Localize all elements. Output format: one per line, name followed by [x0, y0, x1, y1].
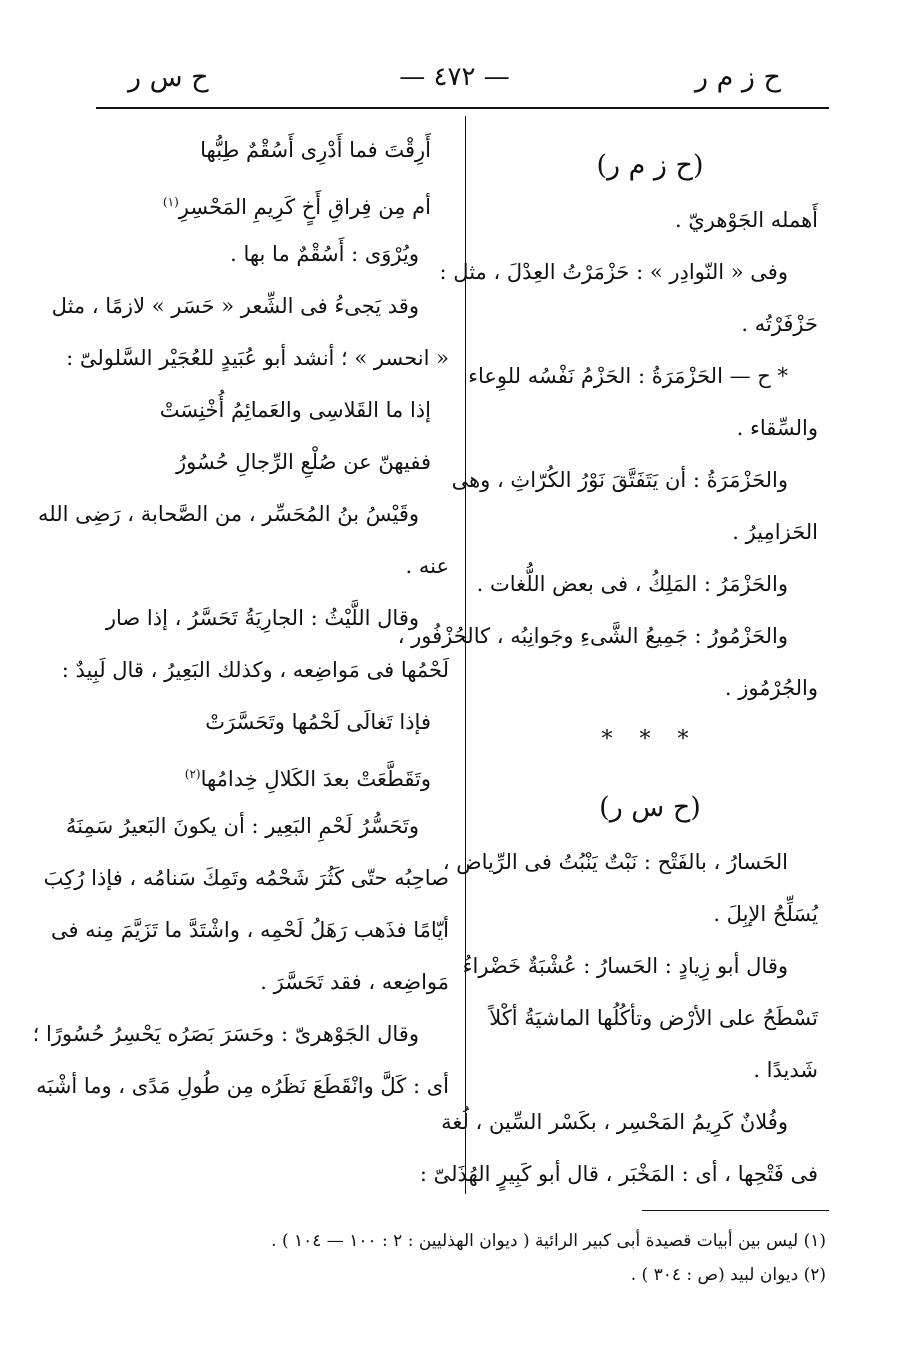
- line-text: ويُرْوَى : أَسُقْمٌ ما بها .: [230, 242, 419, 266]
- text-line: [462, 940, 818, 992]
- line-text: أَرِقْتَ فما أَدْرِى أَسُقْمٌ طِبُّها: [200, 138, 431, 162]
- text-line: [50, 904, 449, 956]
- text-line: [104, 124, 449, 176]
- line-text: أى : كَلَّ وانْقَطَعَ نَظَرُه مِن طُولِ مَدًى ، وما أشْبَه: [36, 1074, 449, 1098]
- text-line: [476, 558, 818, 610]
- line-text: عنه .: [405, 554, 449, 578]
- line-text: حَزْفَرْتُه .: [741, 312, 818, 336]
- text-line: [38, 488, 449, 540]
- line-text: إذا ما القَلاسِى والعَمائِمُ أُخْنِسَتْ: [159, 398, 431, 422]
- text-line: [482, 194, 818, 246]
- line-text: لَحْمُها فى مَواضِعه ، وكذلك البَعِيرُ ، قال لَبِيدٌ :: [61, 658, 449, 682]
- text-line: [451, 454, 818, 506]
- text-line: [104, 228, 449, 280]
- line-text: « انحسر » ؛ أنشد أبو عُبَيدٍ للعُجَيْر السَّلولىّ :: [66, 346, 449, 370]
- line-text: وقال اللَّيْثُ : الجارِيَةُ تَحَسَّرُ ، إذا صار: [105, 606, 419, 630]
- line-text: الحَزامِيرُ .: [732, 520, 818, 544]
- line-text: وتَحَسُّرُ لَحْمِ البَعِير : أن يكونَ البَعيرُ سَمِنَهُ: [65, 814, 419, 838]
- line-text: والجُرْمُوز .: [724, 676, 818, 700]
- line-text: وتَقَطَّعَتْ بعدَ الكَلالِ خِدامُها: [200, 767, 431, 791]
- footnote-1: (١) ليس بين أبيات قصيدة أبى كبير الرائية ( ديوان الهذليين : ٢ : ١٠٠ — ١٠٤ ) .: [271, 1231, 826, 1251]
- line-text: والحَزْمَرَةُ : أن يَتَفَتَّقَ نَوْرُ الكُرّاثِ ، وهى: [451, 468, 788, 492]
- page-number: — ٤٧٢ —: [399, 62, 510, 92]
- text-line: [104, 436, 449, 488]
- running-header-right: ح ز م ر: [695, 62, 781, 93]
- line-text: * * *: [601, 727, 699, 752]
- footnote-marker: (١): [162, 195, 179, 209]
- line-text: أَهمله الجَوْهريّ .: [674, 208, 818, 232]
- entry-heading: [482, 766, 818, 836]
- text-line: [36, 1060, 449, 1112]
- entry-heading: [482, 124, 818, 194]
- footnote-marker: (٢): [184, 767, 201, 781]
- line-text: والسِّقاء .: [736, 416, 818, 440]
- text-line: [104, 592, 449, 644]
- text-line: [65, 800, 449, 852]
- line-text: أم مِن فِراقِ أَخٍ كَرِيمِ المَحْسِرِ: [178, 195, 431, 219]
- line-text: فإذا تَغالَى لَحْمُها وتَحَسَّرَتْ: [205, 710, 431, 734]
- line-text: (ح س ر): [599, 792, 701, 823]
- line-text: وقَيْسُ بنُ المُحَسِّر ، من الصَّحابة ، رَضِى الله: [38, 502, 419, 526]
- text-line: [482, 992, 818, 1044]
- text-line: [61, 644, 449, 696]
- line-text: صاحِبُه حتّى كَثُرَ شَحْمُه وتَمِكَ سَنامُه ، فإذا رُكِبَ: [43, 866, 449, 890]
- section-separator: [482, 714, 818, 766]
- text-line: [104, 540, 449, 592]
- text-line: [104, 956, 449, 1008]
- text-line: [482, 1044, 818, 1096]
- text-line: [32, 1008, 449, 1060]
- line-text: وقال أبو زِيادٍ : الحَسارُ : عُشْبَةٌ خَضْراءُ: [462, 954, 788, 978]
- left-column: [32, 124, 449, 1112]
- line-text: مَواضِعه ، فقد تَحَسَّرَ .: [260, 970, 449, 994]
- footnotes: [230, 1224, 826, 1292]
- footnote-2: (٢) ديوان لبيد (ص : ٣٠٤ ) .: [630, 1265, 826, 1285]
- line-text: يُسَلِّحُ الإبِلَ .: [713, 902, 818, 926]
- line-text: (ح ز م ر): [596, 150, 704, 181]
- line-text: أيّامًا فذَهب رَهَلُ لَحْمِه ، واشْتَدَّ ما تَزَيَّمَ مِنه فى: [50, 918, 449, 942]
- text-line: [441, 1096, 818, 1148]
- text-line: [419, 1148, 818, 1200]
- text-line: [104, 176, 449, 228]
- header-rule: [96, 107, 829, 109]
- line-text: والحَزْمَرُ : المَلِكُ ، فى بعض اللُّغات .: [476, 572, 788, 596]
- text-line: [482, 298, 818, 350]
- line-text: ففيهنّ عن صُلْعِ الرِّجالِ حُسُورُ: [175, 450, 431, 474]
- line-text: * ح — الحَزْمَرَةُ : الحَزْمُ نَفْسُه للوِعاء: [468, 364, 788, 388]
- text-line: [104, 384, 449, 436]
- line-text: فى فَتْحِها ، أى : المَخْبَر ، قال أبو كَبِيرٍ الهُذَلىّ :: [419, 1162, 818, 1186]
- text-line: [104, 748, 449, 800]
- text-line: [66, 332, 449, 384]
- text-line: [482, 506, 818, 558]
- line-text: تَسْطَحُ على الأرْض وتأكُلُها الماشيَةُ أكْلاً: [489, 1006, 818, 1030]
- running-header-left: ح س ر: [128, 62, 209, 93]
- line-text: وقد يَجىءُ فى الشِّعر « حَسَر » لازمًا ، مثل: [51, 294, 419, 318]
- text-line: [482, 402, 818, 454]
- text-line: [442, 836, 818, 888]
- text-line: [397, 610, 818, 662]
- line-text: والحَزْمُورُ : جَمِيعُ الشَّىءِ وجَوانِبُه ، كالحُزْفُور ،: [397, 624, 788, 648]
- text-line: [43, 852, 449, 904]
- line-text: الحَسارُ ، بالفَتْح : نَبْتٌ يَنْبُتُ فى الرِّياض ،: [442, 850, 788, 874]
- text-line: [104, 696, 449, 748]
- text-line: [482, 662, 818, 714]
- text-line: [468, 350, 818, 402]
- text-line: [51, 280, 449, 332]
- text-line: [482, 888, 818, 940]
- line-text: شَديدًا .: [753, 1058, 818, 1082]
- text-line: [439, 246, 818, 298]
- line-text: وفى « النّوادِر » : حَزْمَرْتُ العِدْلَ ، مثل :: [439, 260, 788, 284]
- line-text: وفُلانٌ كَرِيمُ المَحْسِر ، بكَسْر السِّين ، لُغة: [441, 1110, 788, 1134]
- footnote-rule: [642, 1210, 829, 1211]
- line-text: وقال الجَوْهرىّ : وحَسَرَ بَصَرُه يَحْسِرُ حُسُورًا ؛: [32, 1022, 419, 1046]
